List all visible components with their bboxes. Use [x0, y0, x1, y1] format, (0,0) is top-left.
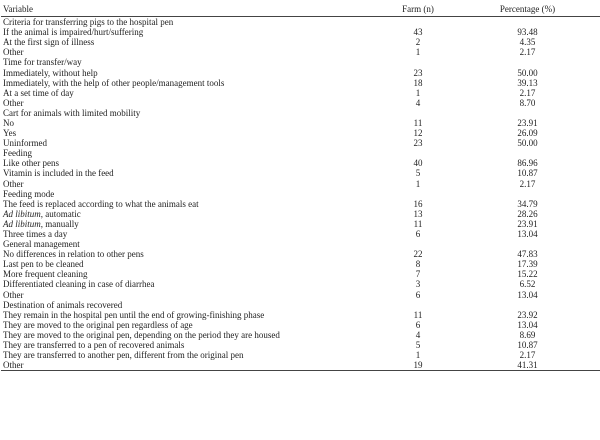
percentage-value: 6.52 [519, 279, 536, 290]
row-label [1, 179, 391, 189]
row-label [1, 290, 391, 300]
header-variable: Variable [1, 3, 391, 17]
table-row [1, 179, 600, 189]
table-row [1, 269, 600, 279]
percentage-value: 23.91 [517, 117, 538, 128]
row-label-text: More frequent cleaning [3, 269, 88, 280]
row-label-text: Other [3, 289, 24, 300]
row-label-text: At a set time of day [3, 87, 74, 98]
section-title: Cart for animals with limited mobility [3, 107, 141, 118]
farm-count: 13 [413, 208, 423, 219]
row-label-italic: Ad libitum [3, 208, 41, 219]
section-row [1, 57, 600, 67]
table-row [1, 199, 600, 209]
row-label-text: Vitamin is included in the feed [3, 168, 114, 179]
row-label [1, 158, 391, 168]
farm-count: 16 [413, 198, 423, 209]
percentage-value: 50.00 [517, 138, 538, 149]
table-row [1, 249, 600, 259]
row-label [1, 78, 391, 88]
percentage-value: 26.09 [517, 128, 538, 139]
row-label-text: Other [3, 360, 24, 371]
row-label [1, 340, 391, 350]
table-row [1, 78, 600, 88]
row-label-italic: Ad libitum [3, 218, 41, 229]
farm-count: 40 [413, 158, 423, 169]
table-row [1, 88, 600, 98]
row-label-text: They are moved to the original pen regardless of age [3, 319, 193, 330]
row-label [1, 219, 391, 229]
row-label [1, 67, 391, 77]
table-row [1, 37, 600, 47]
percentage-value: 2.17 [519, 178, 536, 189]
farm-count: 1 [415, 47, 421, 58]
percentage-value: 17.39 [517, 259, 538, 270]
table-row [1, 98, 600, 108]
farm-count: 22 [413, 249, 423, 260]
farm-count: 43 [413, 27, 423, 38]
farm-count: 5 [415, 340, 421, 351]
header-percentage: Percentage (%) [445, 3, 600, 17]
percentage-value: 86.96 [517, 158, 538, 169]
section-title: Feeding [3, 148, 32, 159]
row-label-text: Other [3, 47, 24, 58]
table-row [1, 259, 600, 269]
percentage-value: 41.31 [445, 360, 600, 371]
farm-count: 4 [415, 97, 421, 108]
table-row [1, 340, 600, 350]
row-label-text: No differences in relation to other pens [3, 249, 144, 260]
row-label [1, 330, 391, 340]
row-label [1, 229, 391, 239]
table-row [1, 128, 600, 138]
row-label-text: Other [3, 97, 24, 108]
section-row [1, 300, 600, 310]
section-row [1, 189, 600, 199]
percentage-value: 93.48 [517, 27, 538, 38]
table-row [1, 138, 600, 148]
percentage-value: 23.92 [517, 309, 538, 320]
farm-count: 19 [391, 360, 445, 371]
percentage-value: 2.17 [519, 47, 536, 58]
row-label [1, 88, 391, 98]
row-label-text: Last pen to be cleaned [3, 259, 84, 270]
row-label-text: Differentiated cleaning in case of diarrhea [3, 279, 155, 290]
percentage-value: 2.17 [519, 350, 536, 361]
row-label [1, 27, 391, 37]
row-label-text: They are moved to the original pen, depending on the period they are housed [3, 329, 280, 340]
row-label-text: Yes [3, 128, 17, 139]
header-farm: Farm (n) [391, 3, 445, 17]
farm-count: 5 [415, 168, 421, 179]
farm-count: 11 [413, 218, 423, 229]
row-label-text: If the animal is impaired/hurt/suffering [3, 27, 144, 38]
farm-count: 12 [413, 128, 423, 139]
farm-count: 11 [413, 309, 423, 320]
farm-count: 23 [413, 138, 423, 149]
farm-count: 8 [415, 259, 421, 270]
row-label [1, 199, 391, 209]
farm-count: 1 [415, 87, 421, 98]
percentage-value: 28.26 [517, 208, 538, 219]
farm-count: 1 [415, 178, 421, 189]
header-row [1, 3, 600, 17]
section-title: Criteria for transferring pigs to the hospital pen [3, 17, 174, 28]
row-label-text: , automatic [40, 208, 81, 219]
farm-count: 6 [415, 289, 421, 300]
farm-count: 11 [413, 117, 423, 128]
percentage-value: 8.69 [519, 329, 536, 340]
section-row [1, 108, 600, 118]
row-label-text: No [3, 117, 14, 128]
row-label-text: Immediately, with the help of other people/management tools [3, 77, 225, 88]
percentage-value: 13.04 [517, 319, 538, 330]
row-label-text: Three times a day [3, 229, 68, 240]
row-label-text: Other [3, 178, 24, 189]
farm-count: 6 [415, 319, 421, 330]
percentage-value: 2.17 [519, 87, 536, 98]
table-row [1, 219, 600, 229]
row-label-text: Uninformed [3, 138, 47, 149]
row-label-text: They remain in the hospital pen until the end of growing-finishing phase [3, 309, 265, 320]
percentage-value: 50.00 [517, 67, 538, 78]
farm-count: 7 [415, 269, 421, 280]
row-label-text: They are transferred to another pen, different from the original pen [3, 350, 244, 361]
section-title: Time for transfer/way [3, 57, 82, 68]
row-label [1, 118, 391, 128]
row-label [1, 249, 391, 259]
row-label-text: , manually [40, 218, 79, 229]
row-label [1, 350, 391, 360]
table-row [1, 290, 600, 300]
row-label-text: They are transferred to a pen of recovered animals [3, 340, 185, 351]
table-row [1, 47, 600, 57]
row-label [1, 37, 391, 47]
row-label [1, 279, 391, 289]
table-row [1, 27, 600, 37]
row-label [1, 47, 391, 57]
table-row [1, 310, 600, 320]
table-row [1, 229, 600, 239]
row-label [1, 98, 391, 108]
farm-count: 23 [413, 67, 423, 78]
farm-count: 6 [415, 229, 421, 240]
row-label-text: Immediately, without help [3, 67, 98, 78]
table-row [1, 158, 600, 168]
row-label [1, 259, 391, 269]
row-label-text: At the first sign of illness [3, 37, 95, 48]
farm-count: 18 [413, 77, 423, 88]
row-label [1, 310, 391, 320]
table-row [1, 279, 600, 289]
table-row [1, 118, 600, 128]
table-row [1, 350, 600, 360]
percentage-value: 34.79 [517, 198, 538, 209]
farm-count: 2 [415, 37, 421, 48]
table-body [1, 17, 600, 371]
percentage-value: 47.83 [517, 249, 538, 260]
percentage-value: 4.35 [519, 37, 536, 48]
row-label [1, 128, 391, 138]
percentage-value: 15.22 [517, 269, 538, 280]
percentage-value: 23.91 [517, 218, 538, 229]
data-table [1, 3, 600, 371]
section-row [1, 239, 600, 249]
table-row [1, 320, 600, 330]
section-row [1, 148, 600, 158]
table-row [1, 209, 600, 219]
table-row [1, 168, 600, 178]
row-label-text: Like other pens [3, 158, 59, 169]
row-label [1, 209, 391, 219]
farm-count: 3 [415, 279, 421, 290]
section-title: Destination of animals recovered [3, 299, 123, 310]
row-label [1, 168, 391, 178]
percentage-value: 10.87 [517, 168, 538, 179]
farm-count: 4 [415, 329, 421, 340]
section-title: General management [3, 239, 80, 250]
row-label [1, 269, 391, 279]
table-row [1, 330, 600, 340]
row-label-text: The feed is replaced according to what the animals eat [3, 198, 199, 209]
row-label [1, 138, 391, 148]
percentage-value: 13.04 [517, 289, 538, 300]
percentage-value: 10.87 [517, 340, 538, 351]
farm-count: 1 [415, 350, 421, 361]
row-label [1, 320, 391, 330]
table-row [1, 67, 600, 77]
section-row [1, 17, 600, 28]
percentage-value: 13.04 [517, 229, 538, 240]
section-title: Feeding mode [3, 188, 55, 199]
row-label [1, 360, 391, 371]
percentage-value: 39.13 [517, 77, 538, 88]
percentage-value: 8.70 [519, 97, 536, 108]
table-row [1, 360, 600, 371]
